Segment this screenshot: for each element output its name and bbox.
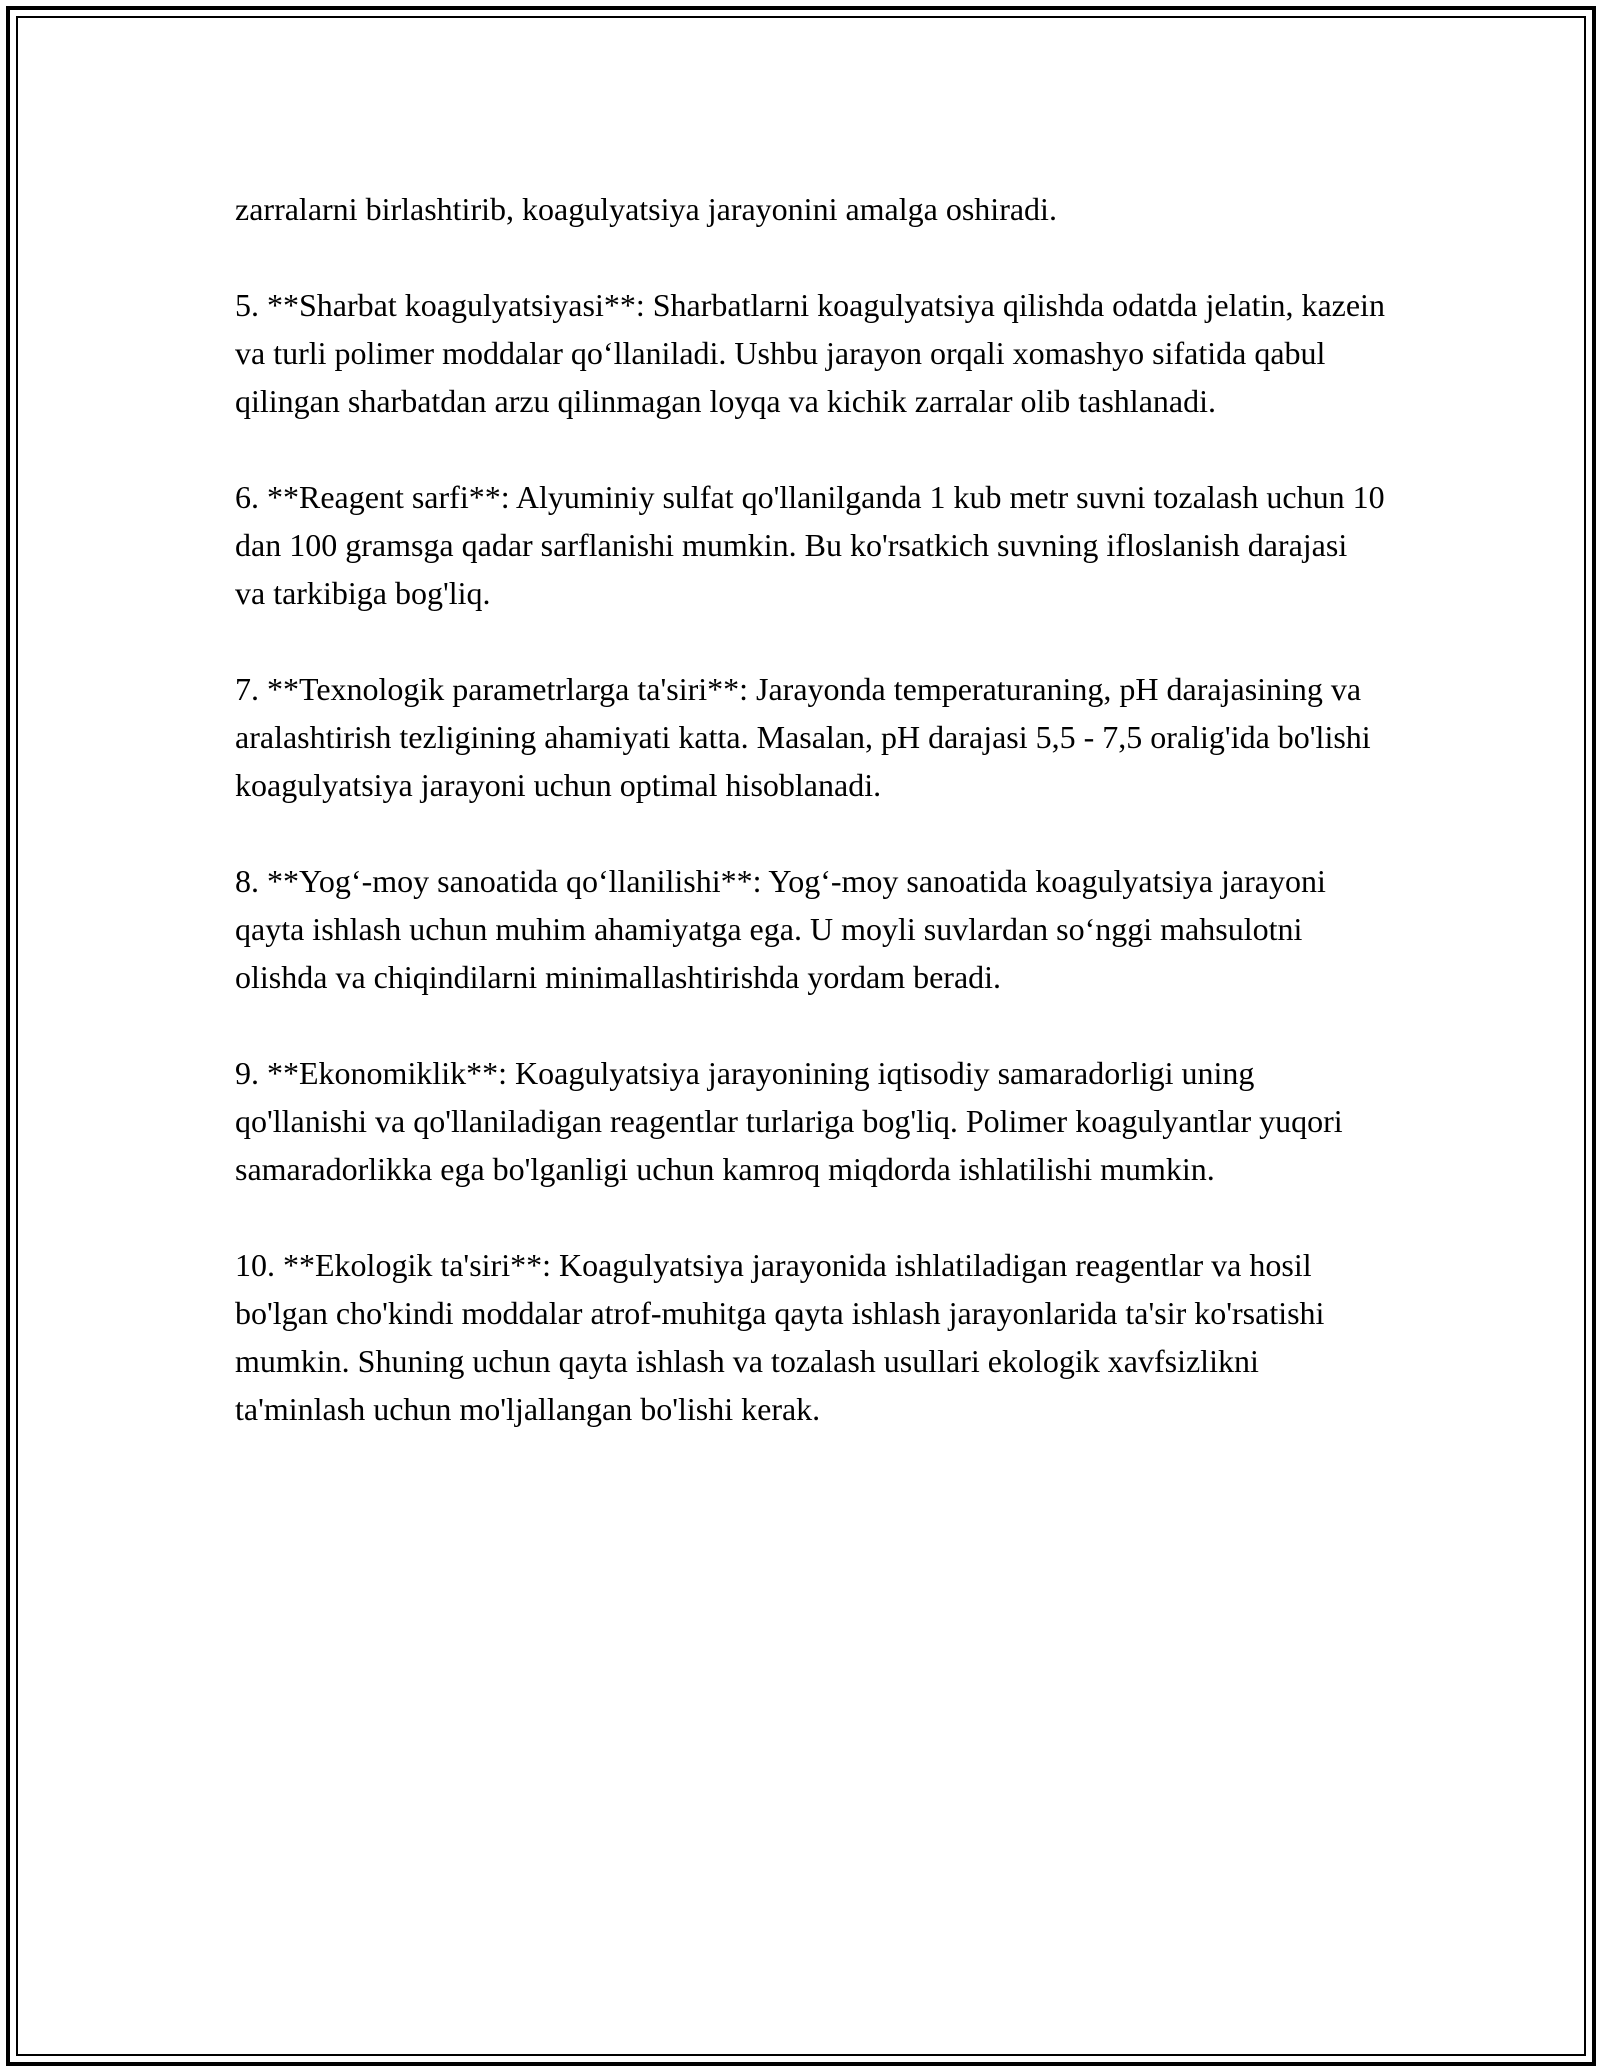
paragraph-sharbat-koagulyatsiyasi: 5. **Sharbat koagulyatsiyasi**: Sharbatlarni koagulyatsiya qilishda odatda jelatin, kazein va turli polimer moddalar qo‘llaniladi. Ushbu jarayon orqali xomashyo sifatida qabul qilingan sharbatdan arzu qilinmagan loyqa va kichik zarralar olib tashlanadi. — [235, 287, 1385, 419]
paragraph-yog-moy-sanoati: 8. **Yog‘-moy sanoatida qo‘llanilishi**: Yog‘-moy sanoatida koagulyatsiya jarayoni qayta ishlash uchun muhim ahamiyatga ega. U moyli suvlardan so‘nggi mahsulotni olishda va chiqindilarni minimallashtirishda yordam beradi. — [235, 863, 1326, 995]
paragraph-reagent-sarfi: 6. **Reagent sarfi**: Alyuminiy sulfat qo'llanilganda 1 kub metr suvni tozalash uchun 10 dan 100 gramsga qadar sarflanishi mumkin. Bu ko'rsatkich suvning ifloslanish darajasi va tarkibiga bog'liq. — [235, 479, 1385, 611]
paragraph-texnologik-parametrlar: 7. **Texnologik parametrlarga ta'siri**: Jarayonda temperaturaning, pH darajasining va aralashtirish tezligining ahamiyati katta. Masalan, pH darajasi 5,5 - 7,5 oralig'ida bo'lishi koagulyatsiya jarayoni uchun optimal hisoblanadi. — [235, 671, 1371, 803]
paragraph-ekologik-tasiri: 10. **Ekologik ta'siri**: Koagulyatsiya jarayonida ishlatiladigan reagentlar va hosil bo'lgan cho'kindi moddalar atrof-muhitga qayta ishlash jarayonlarida ta'sir ko'rsatishi mumkin. Shuning uchun qayta ishlash va tozalash usullari ekologik xavfsizlikni ta'minlash uchun mo'ljallangan bo'lishi kerak. — [235, 1247, 1325, 1427]
paragraph-ekonomiklik: 9. **Ekonomiklik**: Koagulyatsiya jarayonining iqtisodiy samaradorligi uning qo'llanishi va qo'llaniladigan reagentlar turlariga bog'liq. Polimer koagulyantlar yuqori samaradorlikka ega bo'lganligi uchun kamroq miqdorda ishlatilishi mumkin. — [235, 1055, 1343, 1187]
paragraph-continuation: zarralarni birlashtirib, koagulyatsiya jarayonini amalga oshiradi. — [235, 191, 1057, 227]
document-body — [235, 185, 1385, 1481]
